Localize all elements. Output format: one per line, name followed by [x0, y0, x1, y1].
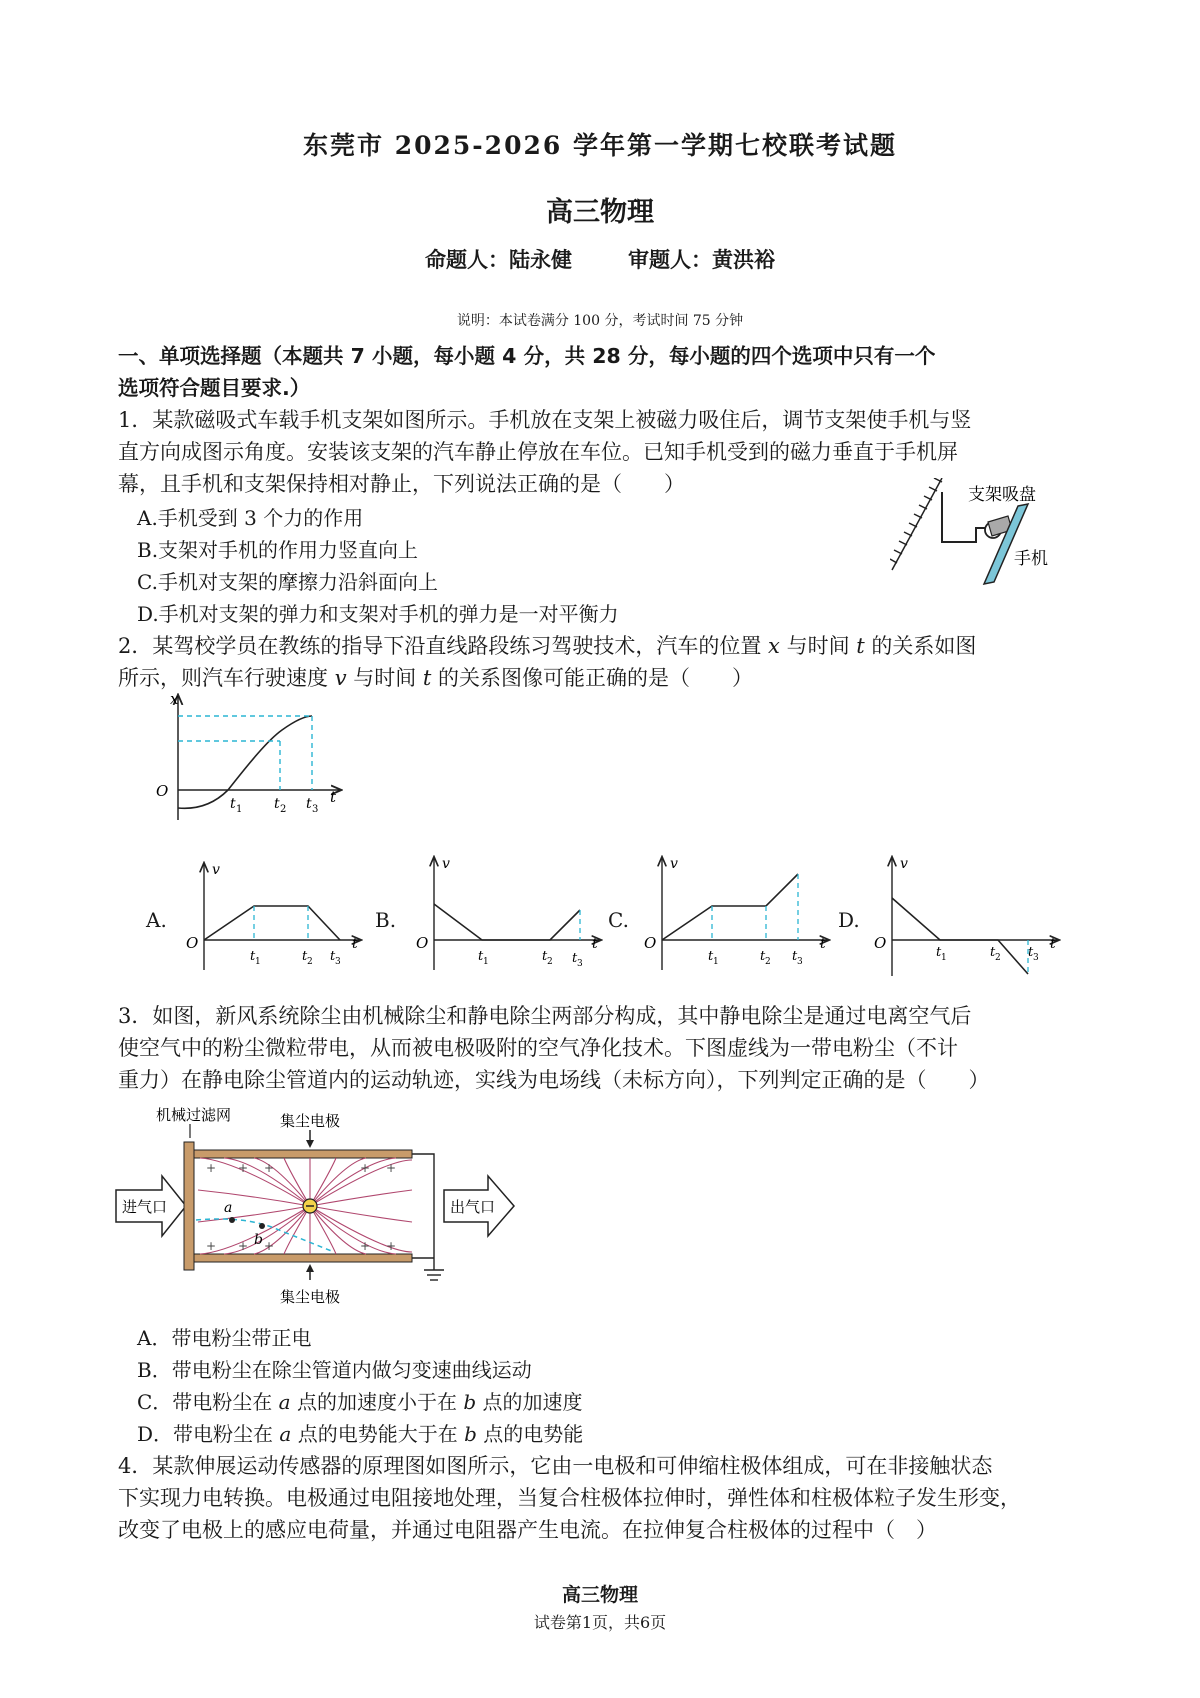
top-electrode-label: 集尘电极 — [280, 1112, 341, 1130]
section-heading-cont: 选项符合题目要求.） — [118, 376, 311, 400]
svg-text:O: O — [644, 934, 657, 952]
q2-xt-graph — [150, 690, 360, 825]
svg-text:t: t — [330, 949, 336, 964]
q2-option-a-letter: A. — [146, 908, 167, 932]
svg-text:2: 2 — [995, 953, 1001, 963]
svg-text:t: t — [820, 936, 826, 952]
section-heading: 一、单项选择题（本题共 7 小题，每小题 4 分，共 28 分，每小题的四个选项中只有一个 — [118, 344, 936, 368]
svg-text:2: 2 — [765, 957, 771, 967]
exam-note: 说明：本试卷满分 100 分，考试时间 75 分钟 — [456, 313, 744, 329]
svg-text:3: 3 — [335, 957, 341, 967]
svg-text:t: t — [306, 796, 312, 812]
wall-hatch — [890, 478, 942, 570]
q3-stem-3: 重力）在静电除尘管道内的运动轨迹，实线为电场线（未标方向），下列判定正确的是（ ） — [118, 1068, 990, 1092]
svg-text:+: + — [360, 1161, 371, 1175]
svg-text:t: t — [302, 949, 308, 964]
q1-option-d: D.手机对支架的弹力和支架对手机的弹力是一对平衡力 — [137, 602, 619, 626]
svg-text:O: O — [874, 934, 887, 952]
svg-text:t: t — [792, 949, 798, 964]
svg-text:O: O — [416, 934, 429, 952]
svg-text:t: t — [330, 788, 337, 806]
q3-stem-1: 3．如图，新风系统除尘由机械除尘和静电除尘两部分构成，其中静电除尘是通过电离空气后 — [118, 1004, 972, 1028]
svg-text:1: 1 — [483, 957, 489, 967]
bottom-electrode-label: 集尘电极 — [280, 1288, 341, 1306]
q2-option-d-graph — [868, 852, 1068, 982]
svg-text:+: + — [238, 1161, 249, 1175]
svg-text:1: 1 — [941, 953, 947, 963]
q2-option-b-graph — [410, 852, 610, 978]
svg-text:t: t — [230, 796, 236, 812]
q2-option-d-letter: D. — [838, 908, 860, 932]
svg-text:t: t — [274, 796, 280, 812]
q3-option-b: B．带电粉尘在除尘管道内做匀变速曲线运动 — [137, 1358, 532, 1382]
q1-stem-2: 直方向成图示角度。安装该支架的汽车静止停放在车位。已知手机受到的磁力垂直于手机屏 — [118, 440, 958, 464]
svg-text:3: 3 — [577, 959, 583, 969]
svg-text:+: + — [264, 1239, 275, 1253]
q2-option-a-graph — [180, 858, 370, 978]
svg-text:+: + — [386, 1161, 397, 1175]
q2-stem-2: 所示，则汽车行驶速度 v 与时间 t 的关系图像可能正确的是（ ） — [118, 666, 754, 690]
reviewer: 审题人：黄洪裕 — [628, 248, 775, 272]
exam-title: 东莞市 2025-2026 学年第一学期七校联考试题 — [303, 131, 897, 160]
svg-text:x: x — [170, 690, 179, 708]
svg-text:+: + — [264, 1161, 275, 1175]
svg-text:+: + — [206, 1161, 217, 1175]
svg-text:1: 1 — [713, 957, 719, 967]
svg-text:t: t — [760, 949, 766, 964]
svg-text:t: t — [572, 951, 578, 966]
svg-text:v: v — [442, 856, 450, 872]
q3-option-d: D．带电粉尘在 a 点的电势能大于在 b 点的电势能 — [137, 1422, 584, 1446]
q2-option-c-graph — [638, 852, 838, 978]
q3-dust-collector-figure — [114, 1100, 544, 1312]
filter-label: 机械过滤网 — [156, 1106, 232, 1124]
footer-page: 试卷第1页，共6页 — [533, 1613, 667, 1632]
q2-option-b-letter: B. — [375, 908, 397, 932]
svg-text:v: v — [212, 862, 220, 878]
q1-stem-1: 1．某款磁吸式车载手机支架如图所示。手机放在支架上被磁力吸住后，调节支架使手机与竖 — [118, 408, 972, 432]
svg-text:v: v — [900, 856, 908, 872]
svg-text:v: v — [670, 856, 678, 872]
svg-text:t: t — [1050, 936, 1056, 952]
svg-text:3: 3 — [797, 957, 803, 967]
q2-stem-1: 2．某驾校学员在教练的指导下沿直线路段练习驾驶技术，汽车的位置 x 与时间 t 的关系如图 — [118, 634, 977, 658]
svg-text:+: + — [386, 1239, 397, 1253]
q4-stem-1: 4．某款伸展运动传感器的原理图如图所示，它由一电极和可伸缩柱极体组成，可在非接触状态 — [118, 1454, 993, 1478]
mount-label: 支架吸盘 — [968, 485, 1036, 505]
svg-text:a: a — [224, 1200, 233, 1216]
q1-phone-mount-figure — [890, 478, 1090, 606]
q1-stem-3: 幕，且手机和支架保持相对静止，下列说法正确的是（ ） — [118, 472, 685, 496]
footer-subject: 高三物理 — [561, 1584, 638, 1606]
svg-text:t: t — [990, 945, 996, 960]
svg-text:b: b — [254, 1232, 263, 1248]
svg-text:t: t — [1028, 945, 1034, 960]
svg-text:+: + — [238, 1239, 249, 1253]
exam-subject: 高三物理 — [546, 197, 654, 228]
svg-text:t: t — [352, 936, 358, 952]
q3-option-a: A．带电粉尘带正电 — [137, 1326, 312, 1350]
phone-label: 手机 — [1014, 549, 1048, 569]
outlet-label: 出气口 — [450, 1198, 496, 1216]
svg-text:t: t — [542, 949, 548, 964]
svg-text:t: t — [592, 936, 598, 952]
svg-text:t: t — [936, 945, 942, 960]
q1-option-a: A.手机受到 3 个力的作用 — [137, 506, 364, 530]
svg-text:t: t — [478, 949, 484, 964]
q2-option-c-letter: C. — [608, 908, 629, 932]
q4-stem-3: 改变了电极上的感应电荷量，并通过电阻器产生电流。在拉伸复合柱极体的过程中（ ） — [118, 1518, 937, 1542]
exam-authors — [0, 244, 1200, 274]
svg-text:2: 2 — [547, 957, 553, 967]
svg-text:3: 3 — [312, 804, 319, 815]
svg-text:O: O — [186, 934, 199, 952]
q1-option-c: C.手机对支架的摩擦力沿斜面向上 — [137, 570, 438, 594]
q3-stem-2: 使空气中的粉尘微粒带电，从而被电极吸附的空气净化技术。下图虚线为一带电粉尘（不计 — [118, 1036, 958, 1060]
svg-text:t: t — [250, 949, 256, 964]
svg-text:+: + — [360, 1239, 371, 1253]
svg-text:1: 1 — [255, 957, 261, 967]
svg-text:1: 1 — [236, 804, 243, 815]
svg-text:+: + — [206, 1239, 217, 1253]
svg-text:O: O — [156, 782, 169, 800]
inlet-label: 进气口 — [122, 1198, 168, 1216]
svg-text:t: t — [708, 949, 714, 964]
svg-text:3: 3 — [1033, 953, 1039, 963]
setter: 命题人：陆永健 — [425, 248, 572, 272]
q3-option-c: C．带电粉尘在 a 点的加速度小于在 b 点的加速度 — [137, 1390, 583, 1414]
svg-text:2: 2 — [280, 804, 287, 815]
q4-stem-2: 下实现力电转换。电极通过电阻接地处理，当复合柱极体拉伸时，弹性体和柱极体粒子发生形变， — [118, 1486, 1021, 1510]
q1-option-b: B.支架对手机的作用力竖直向上 — [137, 538, 419, 562]
svg-text:2: 2 — [307, 957, 313, 967]
